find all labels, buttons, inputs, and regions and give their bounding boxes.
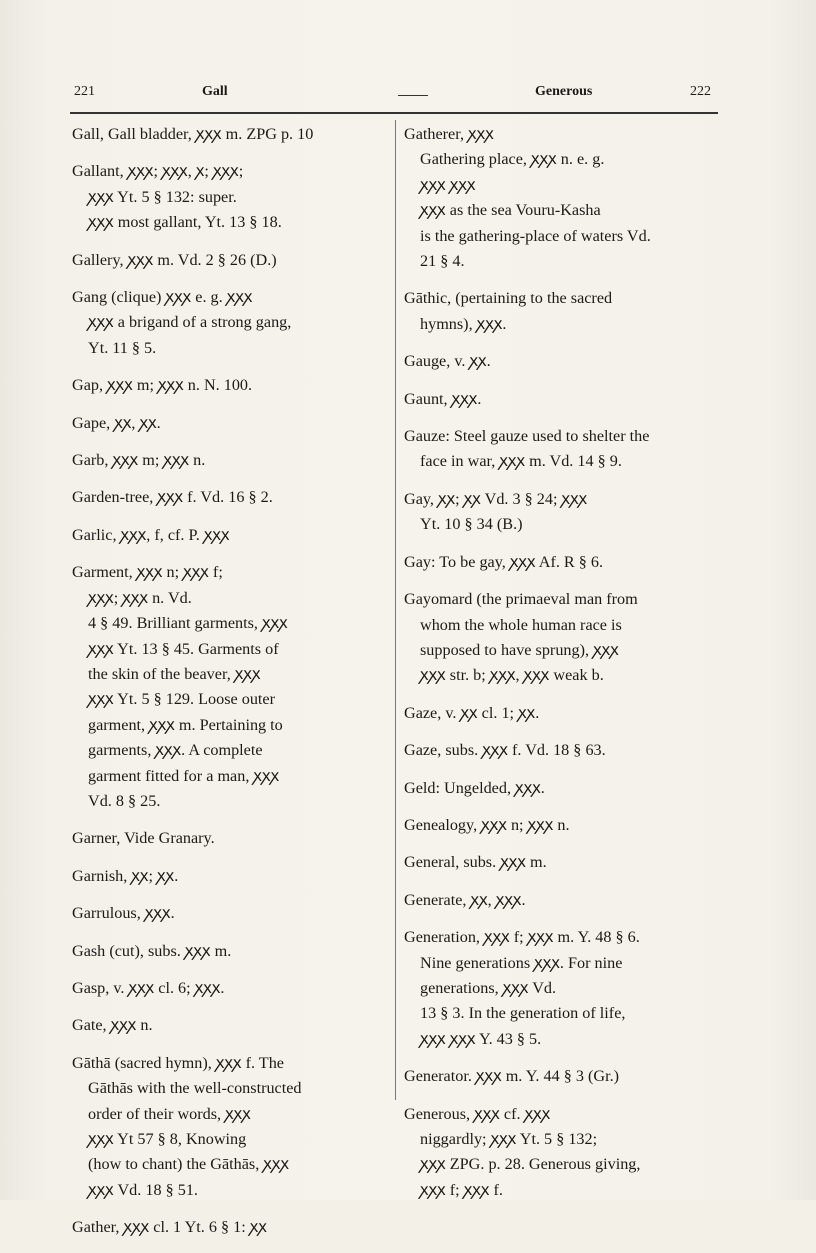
entry-line: Garment, ꭗꭗꭗ n; ꭗꭗꭗ f; bbox=[72, 563, 223, 582]
entry-line: ꭗꭗꭗ Vd. 18 § 51. bbox=[88, 1180, 198, 1199]
entry-line: niggardly; ꭗꭗꭗ Yt. 5 § 132; bbox=[420, 1130, 598, 1148]
entry-line: Gaze, subs. ꭗꭗꭗ f. Vd. 18 § 63. bbox=[404, 741, 606, 760]
entry-line: order of their words, ꭗꭗꭗ bbox=[88, 1104, 251, 1123]
entry-line: whom the whole human race is bbox=[420, 615, 622, 634]
entry-line: Gaze, v. ꭗꭗ cl. 1; ꭗꭗ. bbox=[404, 703, 540, 722]
dictionary-entry bbox=[72, 560, 390, 814]
entry-line: Gayomard (the primaeval man from bbox=[404, 590, 638, 609]
entry-line: ꭗꭗꭗ a brigand of a strong gang, bbox=[88, 313, 292, 332]
entry-line: Geld: Ungelded, ꭗꭗꭗ. bbox=[404, 778, 545, 797]
entry-line: Gasp, v. ꭗꭗꭗ cl. 6; ꭗꭗꭗ. bbox=[72, 978, 225, 997]
dictionary-entry bbox=[72, 485, 390, 510]
header-dash bbox=[398, 95, 428, 96]
entry-line: hymns), ꭗꭗꭗ. bbox=[420, 314, 507, 333]
entry-line: Genealogy, ꭗꭗꭗ n; ꭗꭗꭗ n. bbox=[404, 815, 570, 834]
dictionary-entry bbox=[404, 888, 714, 913]
entry-line: Generate, ꭗꭗ, ꭗꭗꭗ. bbox=[404, 890, 526, 909]
entry-line: ꭗꭗꭗ Yt. 5 § 129. Loose outer bbox=[88, 690, 275, 709]
dictionary-entry bbox=[404, 424, 714, 475]
dictionary-entry bbox=[72, 901, 390, 926]
dictionary-entry bbox=[404, 850, 714, 875]
entry-line: Garb, ꭗꭗꭗ m; ꭗꭗꭗ n. bbox=[72, 451, 206, 470]
entry-line: (how to chant) the Gāthās, ꭗꭗꭗ bbox=[88, 1155, 290, 1174]
dictionary-entry bbox=[404, 1064, 714, 1089]
entry-line: Nine generations ꭗꭗꭗ. For nine bbox=[420, 953, 623, 972]
entry-line: generations, ꭗꭗꭗ Vd. bbox=[420, 978, 557, 997]
dictionary-entry bbox=[404, 286, 714, 337]
dictionary-entry bbox=[72, 159, 390, 235]
right-guide-word: Generous bbox=[535, 84, 593, 99]
entry-line: Gash (cut), subs. ꭗꭗꭗ m. bbox=[72, 941, 232, 960]
entry-line: Generous, ꭗꭗꭗ cf. ꭗꭗꭗ bbox=[404, 1104, 551, 1123]
dictionary-entry bbox=[72, 976, 390, 1001]
entry-line: Gather, ꭗꭗꭗ cl. 1 Yt. 6 § 1: ꭗꭗ bbox=[72, 1218, 267, 1237]
entry-line: ꭗꭗꭗ str. b; ꭗꭗꭗ, ꭗꭗꭗ weak b. bbox=[420, 666, 604, 685]
entry-line: is the gathering-place of waters Vd. bbox=[420, 226, 651, 245]
entry-line: Garner, Vide Granary. bbox=[72, 829, 215, 848]
entry-line: Yt. 10 § 34 (B.) bbox=[420, 515, 523, 534]
entry-line: garments, ꭗꭗꭗ. A complete bbox=[88, 741, 263, 760]
entry-line: General, subs. ꭗꭗꭗ m. bbox=[404, 853, 547, 872]
entry-line: ꭗꭗꭗ Yt. 5 § 132: super. bbox=[88, 187, 237, 206]
entry-line: ꭗꭗꭗ ꭗꭗꭗ bbox=[420, 175, 476, 194]
entry-line: Gallant, ꭗꭗꭗ; ꭗꭗꭗ, ꭗ; ꭗꭗꭗ; bbox=[72, 162, 244, 181]
dictionary-entry bbox=[404, 925, 714, 1052]
dictionary-entry bbox=[404, 349, 714, 374]
entry-line: the skin of the beaver, ꭗꭗꭗ bbox=[88, 664, 261, 683]
dictionary-entry bbox=[72, 411, 390, 436]
dictionary-entry bbox=[72, 448, 390, 473]
right-column bbox=[404, 122, 714, 1215]
dictionary-entry bbox=[72, 373, 390, 398]
entry-line: ꭗꭗꭗ ꭗꭗꭗ Y. 43 § 5. bbox=[420, 1029, 542, 1048]
dictionary-entry bbox=[404, 587, 714, 689]
entry-line: Gate, ꭗꭗꭗ n. bbox=[72, 1016, 153, 1035]
entry-line: Garnish, ꭗꭗ; ꭗꭗ. bbox=[72, 866, 179, 885]
entry-line: Gauge, v. ꭗꭗ. bbox=[404, 352, 491, 371]
dictionary-entry bbox=[72, 248, 390, 273]
dictionary-entry bbox=[404, 487, 714, 538]
dictionary-entry bbox=[72, 826, 390, 851]
entry-line: Gap, ꭗꭗꭗ m; ꭗꭗꭗ n. N. 100. bbox=[72, 376, 253, 395]
entry-line: ꭗꭗꭗ as the sea Vouru-Kasha bbox=[420, 201, 601, 220]
entry-line: ꭗꭗꭗ Yt 57 § 8, Knowing bbox=[88, 1130, 247, 1148]
entry-line: Gāthā (sacred hymn), ꭗꭗꭗ f. The bbox=[72, 1053, 284, 1072]
dictionary-entry bbox=[72, 285, 390, 361]
entry-line: ꭗꭗꭗ Yt. 13 § 45. Garments of bbox=[88, 639, 279, 658]
entry-line: supposed to have sprung), ꭗꭗꭗ bbox=[420, 640, 619, 659]
entry-line: Yt. 11 § 5. bbox=[88, 338, 157, 357]
entry-line: Gang (clique) ꭗꭗꭗ e. g. ꭗꭗꭗ bbox=[72, 288, 253, 307]
dictionary-entry bbox=[72, 864, 390, 889]
entry-line: Gay: To be gay, ꭗꭗꭗ Af. R § 6. bbox=[404, 552, 604, 571]
entry-line: Gatherer, ꭗꭗꭗ bbox=[404, 125, 494, 143]
header-rule bbox=[70, 112, 718, 114]
left-guide-word: Gall bbox=[202, 84, 228, 99]
dictionary-entry bbox=[404, 122, 714, 274]
entry-line: Garrulous, ꭗꭗꭗ. bbox=[72, 904, 175, 923]
dictionary-entry bbox=[404, 1102, 714, 1204]
dictionary-entry bbox=[72, 939, 390, 964]
entry-line: Gallery, ꭗꭗꭗ m. Vd. 2 § 26 (D.) bbox=[72, 250, 277, 269]
entry-line: Gape, ꭗꭗ, ꭗꭗ. bbox=[72, 413, 161, 432]
left-column bbox=[72, 122, 390, 1253]
entry-line: Generation, ꭗꭗꭗ f; ꭗꭗꭗ m. Y. 48 § 6. bbox=[404, 928, 640, 947]
dictionary-entry bbox=[404, 387, 714, 412]
entry-line: Vd. 8 § 25. bbox=[88, 791, 161, 810]
entry-line: ꭗꭗꭗ; ꭗꭗꭗ n. Vd. bbox=[88, 588, 192, 607]
entry-line: Gall, Gall bladder, ꭗꭗꭗ m. ZPG p. 10 bbox=[72, 125, 314, 143]
entry-line: Garden-tree, ꭗꭗꭗ f. Vd. 16 § 2. bbox=[72, 488, 273, 507]
right-page-number: 222 bbox=[690, 84, 711, 99]
entry-line: 21 § 4. bbox=[420, 252, 465, 271]
entry-line: Gay, ꭗꭗ; ꭗꭗ Vd. 3 § 24; ꭗꭗꭗ bbox=[404, 489, 588, 508]
entry-line: ꭗꭗꭗ ZPG. p. 28. Generous giving, bbox=[420, 1155, 641, 1174]
dictionary-entry bbox=[72, 1051, 390, 1203]
dictionary-entry bbox=[404, 776, 714, 801]
dictionary-entry bbox=[404, 738, 714, 763]
entry-line: garment, ꭗꭗꭗ m. Pertaining to bbox=[88, 715, 283, 734]
entry-line: Gathering place, ꭗꭗꭗ n. e. g. bbox=[420, 150, 605, 169]
dictionary-entry bbox=[404, 701, 714, 726]
entry-line: Generator. ꭗꭗꭗ m. Y. 44 § 3 (Gr.) bbox=[404, 1067, 620, 1086]
left-page-number: 221 bbox=[74, 84, 95, 99]
column-divider bbox=[395, 120, 396, 1100]
entry-line: Garlic, ꭗꭗꭗ, f, cf. P. ꭗꭗꭗ bbox=[72, 525, 230, 544]
dictionary-entry bbox=[404, 813, 714, 838]
entry-line: 4 § 49. Brilliant garments, ꭗꭗꭗ bbox=[88, 614, 288, 633]
entry-line: ꭗꭗꭗ f; ꭗꭗꭗ f. bbox=[420, 1180, 503, 1199]
dictionary-entry bbox=[72, 122, 390, 147]
dictionary-entry bbox=[72, 1215, 390, 1240]
entry-line: Gāthic, (pertaining to the sacred bbox=[404, 289, 613, 308]
dictionary-entry bbox=[404, 550, 714, 575]
entry-line: Gāthās with the well-constructed bbox=[88, 1079, 302, 1098]
entry-line: 13 § 3. In the generation of life, bbox=[420, 1004, 626, 1023]
entry-line: Gaunt, ꭗꭗꭗ. bbox=[404, 389, 482, 408]
entry-line: garment fitted for a man, ꭗꭗꭗ bbox=[88, 766, 280, 785]
entry-line: face in war, ꭗꭗꭗ m. Vd. 14 § 9. bbox=[420, 452, 622, 471]
entry-line: ꭗꭗꭗ most gallant, Yt. 13 § 18. bbox=[88, 213, 282, 232]
entry-line: Gauze: Steel gauze used to shelter the bbox=[404, 427, 650, 446]
dictionary-entry bbox=[72, 1013, 390, 1038]
dictionary-entry bbox=[72, 523, 390, 548]
